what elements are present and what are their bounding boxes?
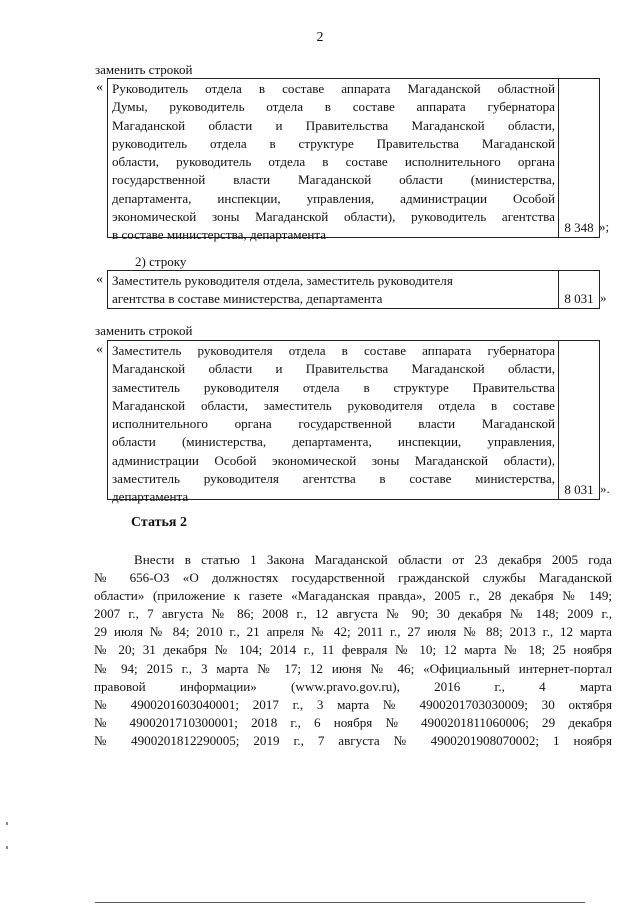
open-quote-3: «: [96, 342, 103, 357]
scan-speck: [6, 822, 8, 825]
open-quote-1: «: [96, 80, 103, 95]
text-line: Магаданской области, заместитель руководителя отдела в составе: [112, 397, 555, 413]
page-number: 2: [316, 30, 324, 45]
table-row-3: [107, 340, 600, 505]
text-line: заместитель руководителя агентства в составе министерства,: [112, 471, 555, 487]
paragraph-line: правовой информации» (www.pravo.gov.ru), 2016 г., 4 марта: [94, 678, 612, 694]
text-line: администрации Особой экономической зоны Магаданской области),: [112, 452, 555, 468]
paragraph-line: № 656-ОЗ «О должностях государственной гражданской службы Магаданской: [94, 570, 612, 586]
article-heading: Статья 2: [131, 515, 187, 530]
replace-label-2: 2) строку: [135, 254, 187, 269]
text-line: государственной власти Магаданской области (министерства,: [112, 172, 555, 188]
page-bottom-rule: [95, 902, 585, 903]
text-line: Магаданской области и Правительства Магаданской области,: [112, 117, 555, 133]
row-3-text: [108, 341, 559, 505]
paragraph-line: 29 июля № 84; 2010 г., 21 апреля № 42; 2011 г., 27 июля № 88; 2013 г., 12 марта: [94, 624, 612, 640]
text-line: руководитель отдела в структуре Правительства Магаданской: [112, 135, 555, 151]
text-line: Заместитель руководителя отдела в составе аппарата губернатора: [112, 343, 555, 358]
row-2-value: 8 031: [564, 291, 594, 306]
text-line: области, руководитель отдела в составе исполнительного органа: [112, 154, 555, 170]
paragraph-line: 2007 г., 7 августа № 86; 2008 г., 12 августа № 90; 30 декабря № 148; 2009 г.,: [94, 606, 612, 622]
text-line: Руководитель отдела в составе аппарата Магаданской областной: [112, 81, 555, 96]
replace-label-3: заменить строкой: [95, 323, 193, 338]
close-quote-3: ».: [600, 481, 610, 496]
paragraph-line: Внести в статью 1 Закона Магаданской области от 23 декабря 2005 года: [134, 552, 612, 567]
row-3-value: 8 031: [564, 482, 594, 497]
text-line: департамента: [112, 489, 189, 505]
table-row-2: [107, 270, 600, 309]
text-line: заместитель руководителя отдела в структуре Правительства: [112, 379, 555, 395]
paragraph-line: № 94; 2015 г., 3 марта № 17; 12 июня № 46; «Официальный интернет-портал: [94, 660, 612, 676]
scan-speck: [6, 846, 8, 849]
article-paragraph: [94, 551, 612, 750]
row-1-value: 8 348: [564, 220, 594, 235]
paragraph-line: области» (приложение к газете «Магаданская правда», 2005 г., 28 декабря № 149;: [94, 588, 612, 604]
row-2-text: [108, 271, 559, 308]
table-row-1: [107, 78, 600, 243]
replace-label-1: заменить строкой: [95, 62, 193, 77]
text-line: Думы, руководитель отдела в составе аппарата губернатора: [112, 99, 555, 115]
paragraph-line: № 20; 31 декабря № 104; 2014 г., 11 февраля № 10; 12 марта № 18; 25 ноября: [94, 642, 612, 658]
text-line: в составе министерства, департамента: [112, 227, 327, 243]
text-line: области (министерства, департамента, инспекции, управления,: [112, 434, 555, 450]
text-line: Заместитель руководителя отдела, заместитель руководителя: [112, 273, 453, 288]
paragraph-line: № 4900201603040001; 2017 г., 3 марта № 4900201703030009; 30 октября: [94, 696, 612, 712]
open-quote-2: «: [96, 272, 103, 287]
close-quote-2: »: [600, 290, 607, 305]
text-line: Магаданской области и Правительства Магаданской области,: [112, 361, 555, 377]
text-line: агентства в составе министерства, департамента: [112, 291, 383, 307]
paragraph-line: № 4900201710300001; 2018 г., 6 ноября № 4900201811060006; 29 декабря: [94, 714, 612, 730]
text-line: исполнительного органа государственной власти Магаданской: [112, 416, 555, 432]
text-line: департамента, инспекции, управления, администрации Особой: [112, 190, 555, 206]
paragraph-line: № 4900201812290005; 2019 г., 7 августа № 4900201908070002; 1 ноября: [94, 732, 612, 748]
row-1-text: [108, 79, 559, 243]
close-quote-1: »;: [599, 219, 610, 234]
text-line: экономической зоны Магаданской области), руководитель агентства: [112, 209, 555, 225]
